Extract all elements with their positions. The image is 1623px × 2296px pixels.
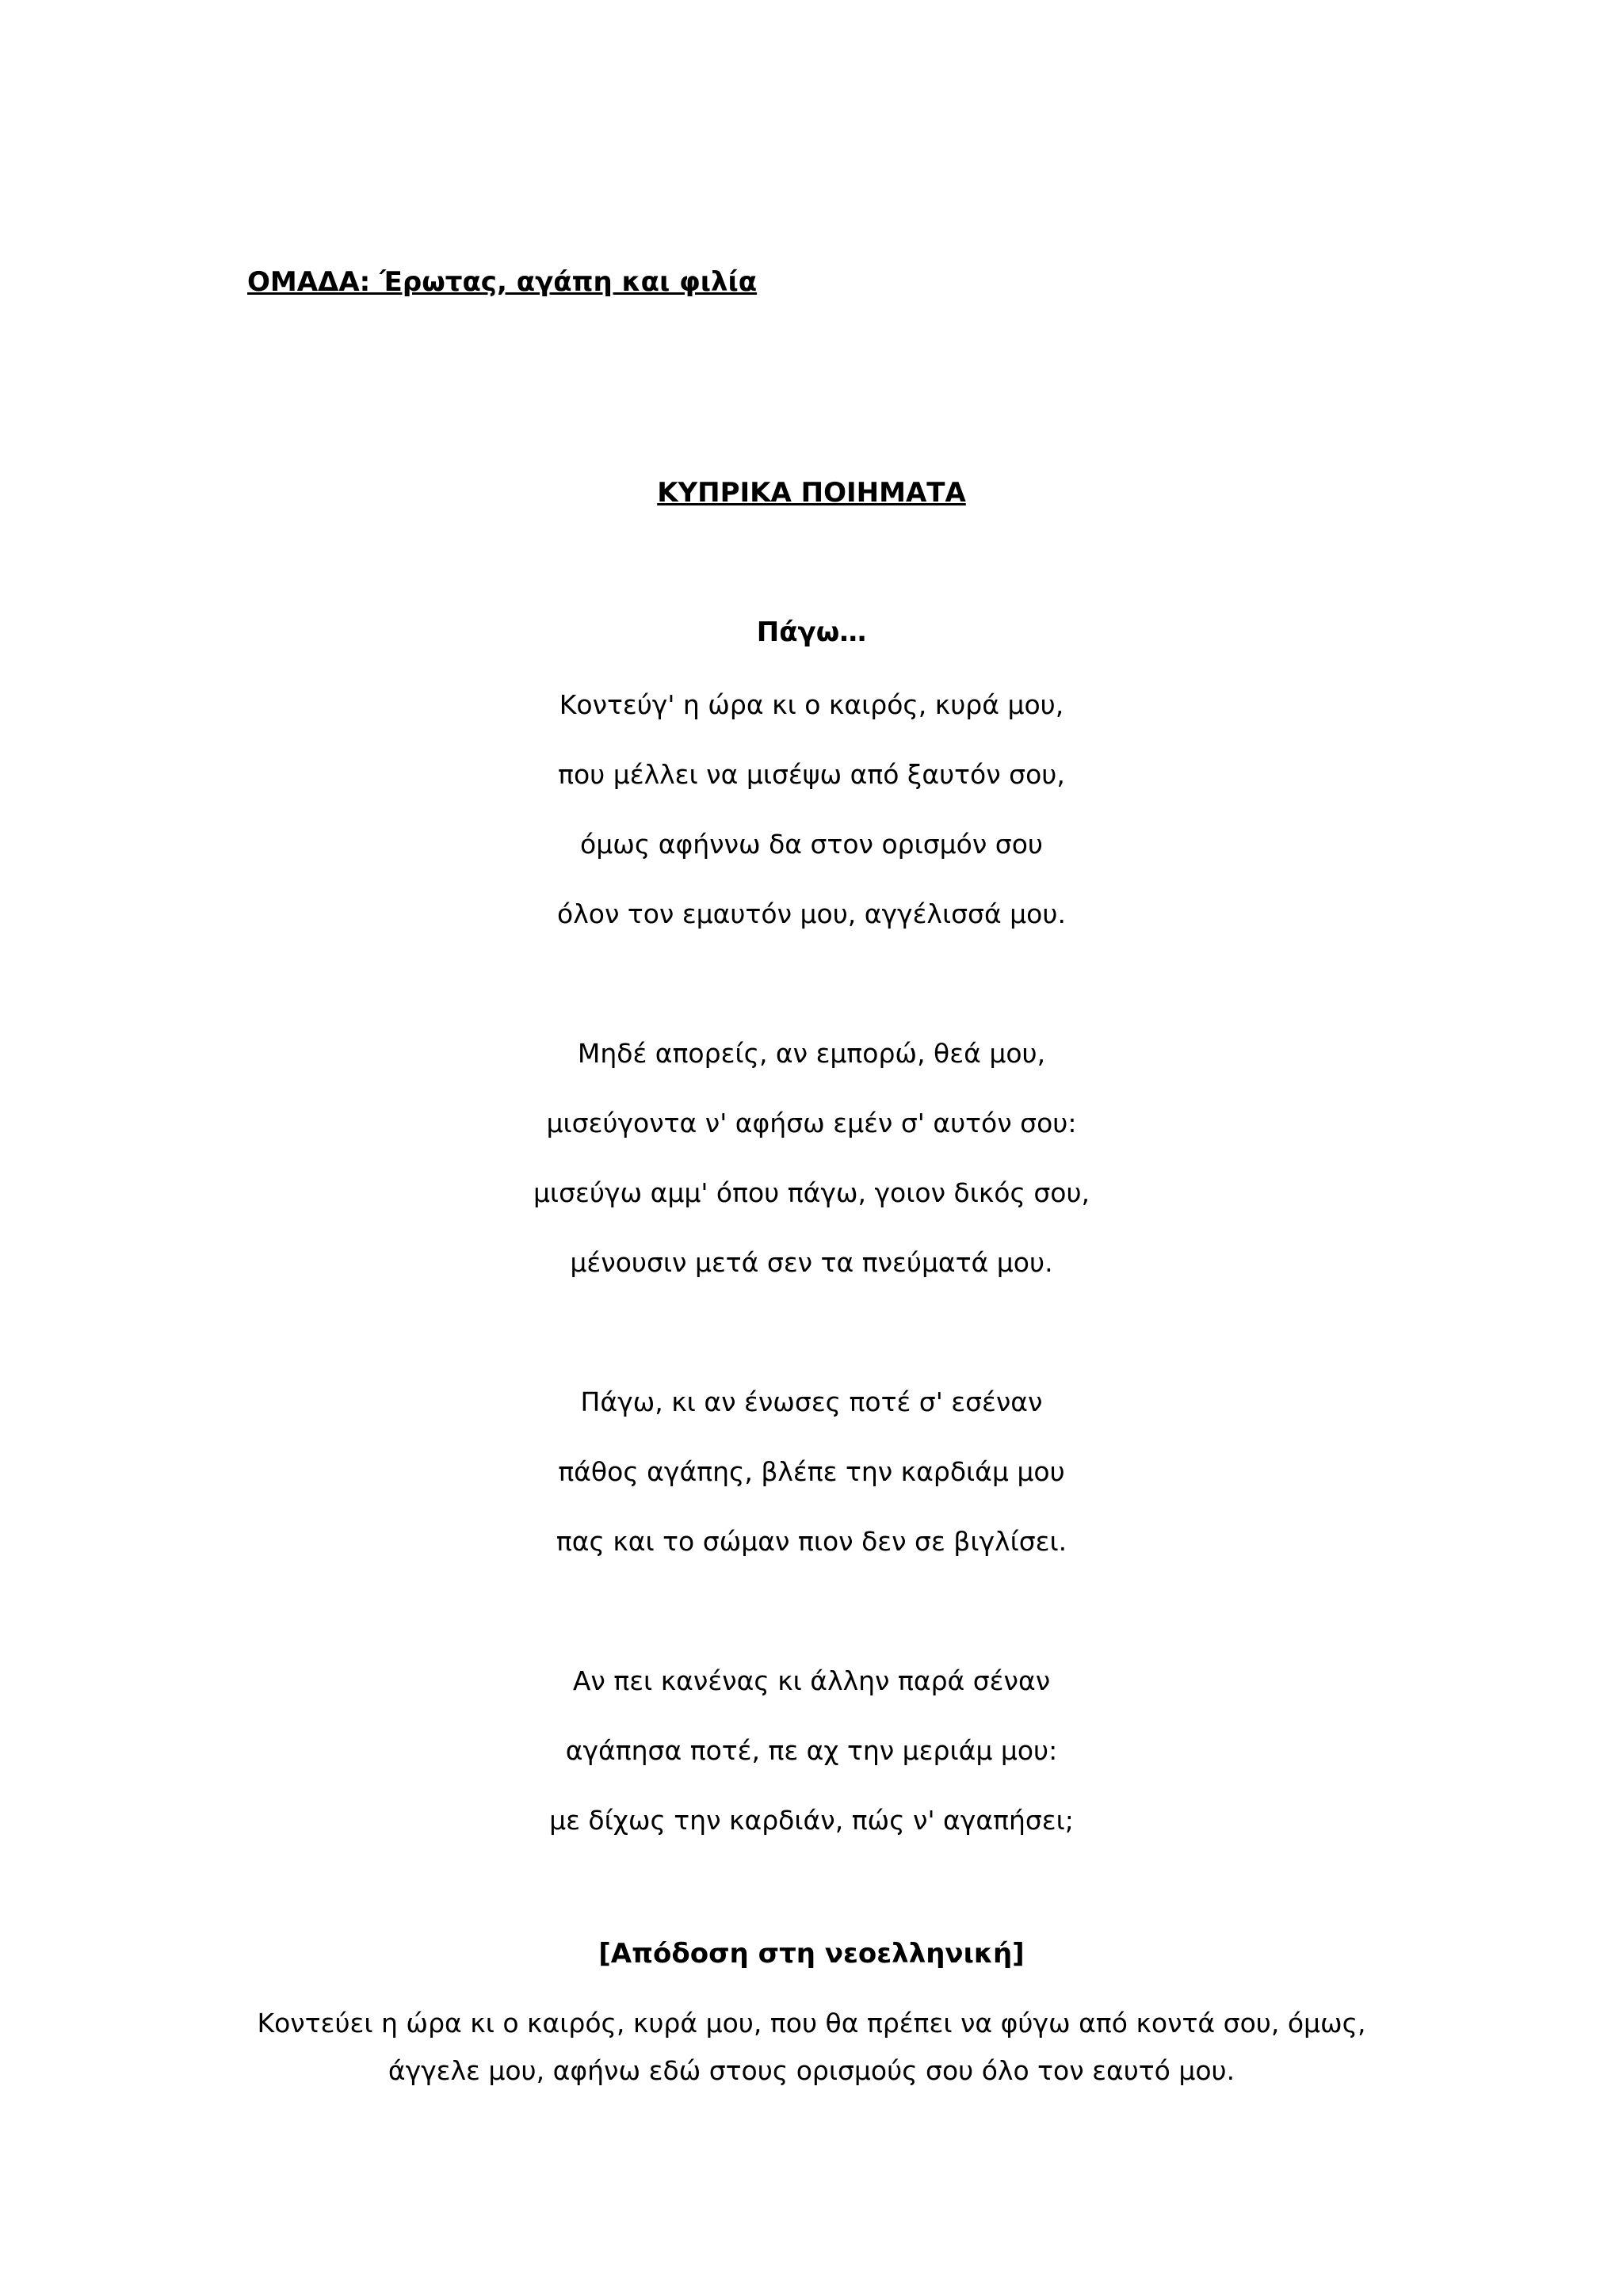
poem-line: που μέλλει να μισέψω από ξαυτόν σου,: [558, 759, 1065, 790]
poem-title: Πάγω…: [756, 616, 867, 648]
poem-line: μισεύγοντα ν' αφήσω εμέν σ' αυτόν σου:: [546, 1108, 1077, 1138]
poem-line: μισεύγω αμμ' όπου πάγω, γοιον δικός σου,: [533, 1177, 1090, 1208]
poem-line: Αν πει κανένας κι άλλην παρά σέναν: [572, 1665, 1051, 1696]
group-label: ΟΜΑΔΑ: Έρωτας, αγάπη και φιλία: [247, 266, 758, 298]
poem-line: με δίχως την καρδιάν, πώς ν' αγαπήσει;: [549, 1805, 1074, 1836]
translation-title: [Απόδοση στη νεοελληνική]: [598, 1938, 1025, 1970]
poem-line: όλον τον εμαυτόν μου, αγγέλισσά μου.: [557, 898, 1066, 929]
poem-line: όμως αφήννω δα στον ορισμόν σου: [580, 829, 1043, 860]
poem-line: πάθος αγάπης, βλέπε την καρδιάμ μου: [558, 1456, 1065, 1487]
section-title: ΚΥΠΡΙΚΑ ΠΟΙΗΜΑΤΑ: [657, 477, 966, 509]
poem-line: Μηδέ απορείς, αν εμπορώ, θεά μου,: [577, 1038, 1046, 1069]
translation-line: Κοντεύει η ώρα κι ο καιρός, κυρά μου, που θα πρέπει να φύγω από κοντά σου, όμως,: [257, 2008, 1366, 2039]
poem-line: αγάπησα ποτέ, πε αχ την μεριάμ μου:: [565, 1735, 1058, 1766]
translation-line: άγγελε μου, αφήνω εδώ στους ορισμούς σου όλο τον εαυτό μου.: [388, 2055, 1235, 2086]
poem-line: μένουσιν μετά σεν τα πνεύματά μου.: [570, 1247, 1053, 1278]
poem-line: Κοντεύγ' η ώρα κι ο καιρός, κυρά μου,: [559, 689, 1064, 720]
poem-line: πας και το σώμαν πιον δεν σε βιγλίσει.: [556, 1526, 1067, 1557]
poem-line: Πάγω, κι αν ένωσες ποτέ σ' εσέναν: [580, 1386, 1043, 1417]
